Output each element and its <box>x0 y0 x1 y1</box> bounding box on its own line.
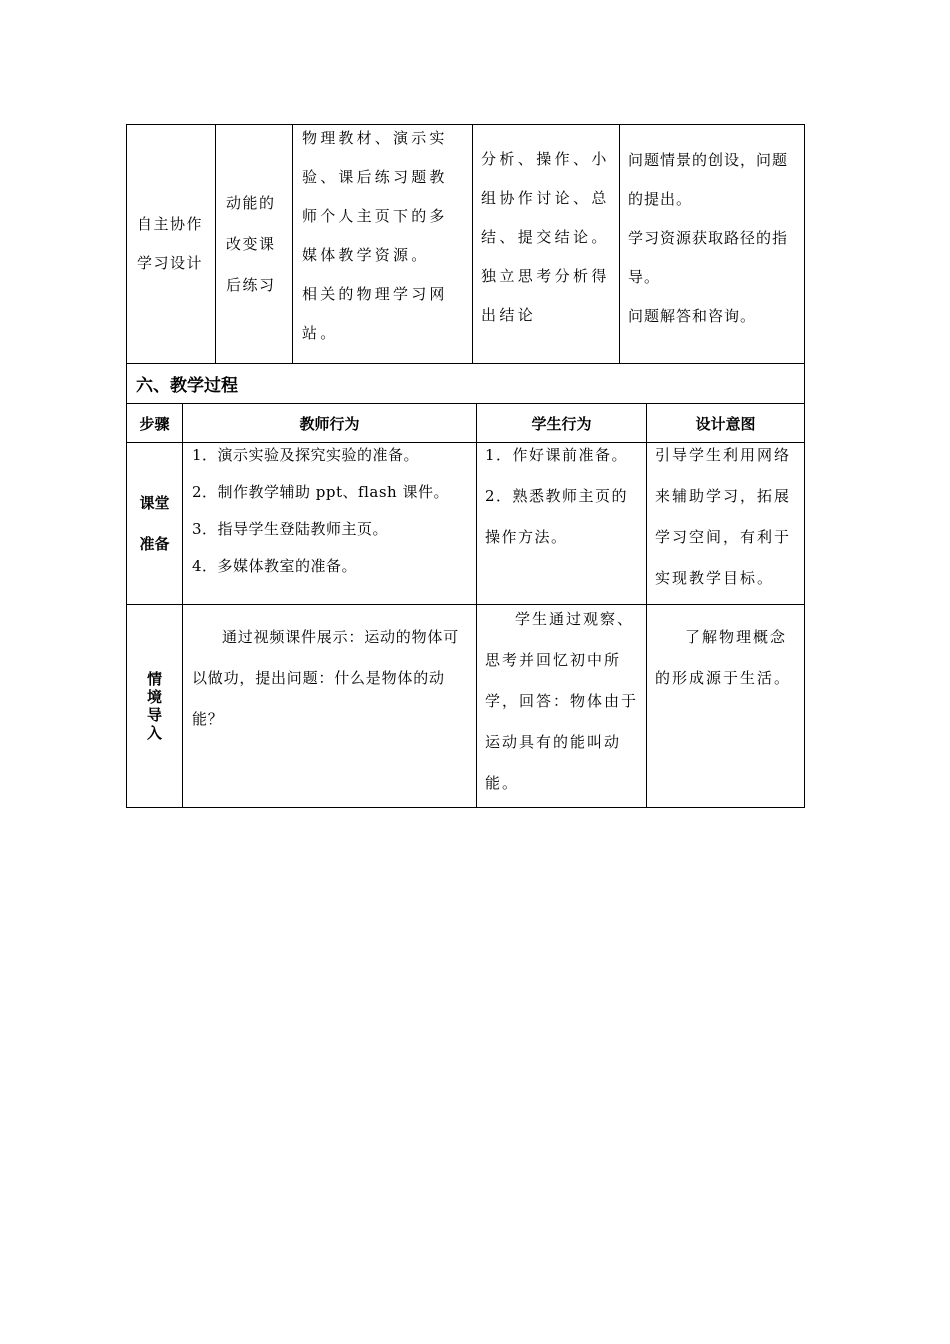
intent-cell <box>647 605 805 808</box>
header-student: 学生行为 <box>477 404 647 443</box>
student-cell <box>477 443 647 605</box>
student-item: 2．熟悉教师主页的操作方法。 <box>485 487 629 546</box>
student-item: 1．作好课前准备。 <box>485 446 629 464</box>
resources-text: 物理教材、演示实验、课后练习题教师个人主页下的多媒体教学资源。 <box>302 129 448 264</box>
teacher-text: 通过视频课件展示：运动的物体可以做功，提出问题：什么是物体的动能？ <box>192 628 460 728</box>
support-text: 学习资源获取路径的指导。 <box>628 229 789 286</box>
learning-design-table <box>126 124 805 364</box>
teacher-support-cell <box>620 125 805 364</box>
step-line: 准备 <box>139 534 170 553</box>
teacher-cell <box>183 605 477 808</box>
activity-text: 分析、操作、小组协作讨论、总结、提交结论。 <box>481 150 610 246</box>
header-teacher: 教师行为 <box>183 404 477 443</box>
teacher-item: 3．指导学生登陆教师主页。 <box>192 520 389 538</box>
step-line: 课堂 <box>139 493 170 512</box>
step-cell <box>127 443 183 605</box>
topic-line: 动能的 <box>226 193 276 212</box>
step-char: 入 <box>147 724 163 742</box>
student-activities-cell <box>473 125 620 364</box>
student-text: 学生通过观察、思考并回忆初中所学，回答：物体由于运动具有的能叫动能。 <box>485 610 639 792</box>
intent-text: 了解物理概念的形成源于生活。 <box>655 628 792 687</box>
topic-line: 后练习 <box>226 275 276 294</box>
resources-text: 相关的物理学习网站。 <box>302 285 448 342</box>
header-step: 步骤 <box>127 404 183 443</box>
teaching-process-table <box>126 363 805 808</box>
step-char: 境 <box>147 688 163 706</box>
intent-text: 引导学生利用网络来辅助学习，拓展学习空间，有利于实现教学目标。 <box>655 446 792 587</box>
table-row <box>127 443 805 605</box>
step-char: 导 <box>147 706 163 724</box>
topic-cell <box>216 125 293 364</box>
section-title: 六、教学过程 <box>136 376 238 396</box>
student-cell <box>477 605 647 808</box>
intent-cell <box>647 443 805 605</box>
header-intent: 设计意图 <box>647 404 805 443</box>
step-char: 情 <box>147 670 163 688</box>
support-text: 问题情景的创设，问题的提出。 <box>628 151 789 208</box>
resources-cell <box>293 125 473 364</box>
teacher-cell <box>183 443 477 605</box>
category-text: 自主协作学习设计 <box>137 215 204 272</box>
support-text: 问题解答和咨询。 <box>628 307 757 325</box>
teacher-item: 4．多媒体教室的准备。 <box>192 557 358 575</box>
activity-text: 独立思考分析得出结论 <box>481 267 610 324</box>
topic-line: 改变课 <box>226 234 276 253</box>
table-row <box>127 605 805 808</box>
section-title-row <box>127 364 805 404</box>
category-cell <box>127 125 216 364</box>
teacher-item: 2．制作教学辅助 ppt、flash 课件。 <box>192 483 449 501</box>
teacher-item: 1．演示实验及探究实验的准备。 <box>192 446 420 464</box>
section-title-cell <box>127 364 805 404</box>
table-row <box>127 125 805 364</box>
step-cell <box>127 605 183 808</box>
